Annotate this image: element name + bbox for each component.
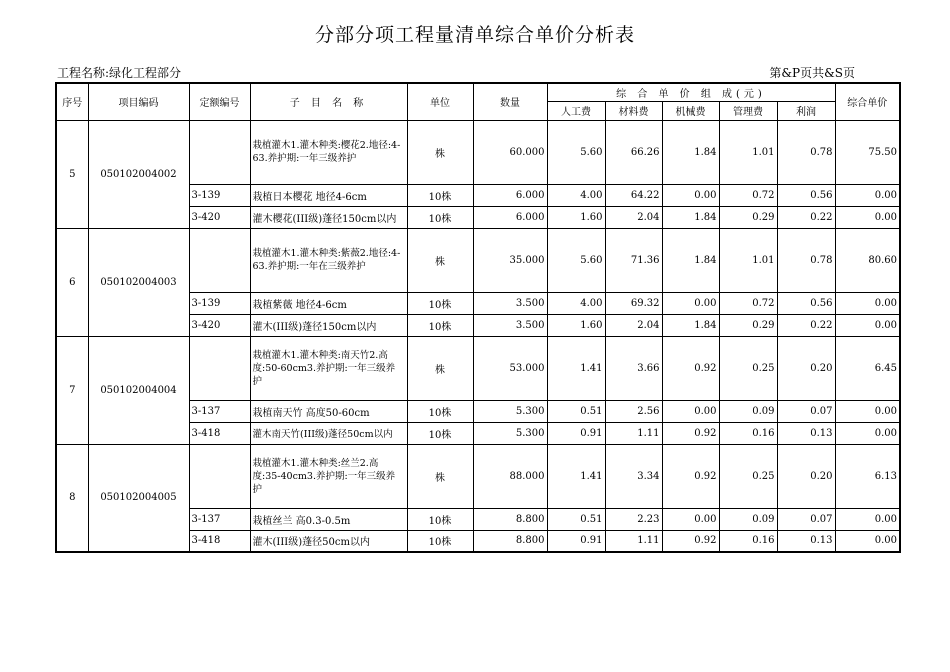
quota-cell	[189, 444, 250, 508]
labor-cell: 5.60	[547, 120, 605, 184]
management-cell: 0.25	[719, 336, 777, 400]
unit-price-cell: 0.00	[835, 508, 900, 530]
machine-cell: 0.00	[662, 400, 719, 422]
unit-cell: 株	[407, 444, 473, 508]
unit-price-cell: 0.00	[835, 206, 900, 228]
item-name-cell: 栽植丝兰 高0.3-0.5m	[250, 508, 407, 530]
seq-cell: 5	[56, 120, 88, 228]
quantity-cell: 8.800	[473, 530, 547, 552]
material-cell: 1.11	[605, 530, 662, 552]
labor-cell: 1.41	[547, 444, 605, 508]
profit-cell: 0.07	[777, 400, 835, 422]
material-cell: 71.36	[605, 228, 662, 292]
profit-cell: 0.78	[777, 228, 835, 292]
machine-cell: 0.92	[662, 444, 719, 508]
item-name-cell: 栽植紫薇 地径4-6cm	[250, 292, 407, 314]
quantity-cell: 5.300	[473, 422, 547, 444]
project-name: 工程名称:绿化工程部分	[57, 66, 182, 80]
item-name-cell: 栽植灌木1.灌木种类:樱花2.地径:4-63.养护期:一年三级养护	[250, 120, 407, 184]
quota-cell: 3-420	[189, 206, 250, 228]
header-management: 管理费	[719, 101, 777, 120]
item-name-cell: 灌木(III级)蓬径150cm以内	[250, 314, 407, 336]
management-cell: 1.01	[719, 228, 777, 292]
header-seq: 序号	[56, 83, 88, 120]
unit-price-cell: 80.60	[835, 228, 900, 292]
unit-price-cell: 0.00	[835, 422, 900, 444]
header-unit: 单位	[407, 83, 473, 120]
profit-cell: 0.78	[777, 120, 835, 184]
unit-price-cell: 0.00	[835, 400, 900, 422]
quantity-cell: 3.500	[473, 314, 547, 336]
labor-cell: 1.41	[547, 336, 605, 400]
quota-cell: 3-139	[189, 292, 250, 314]
code-cell: 050102004005	[88, 444, 189, 552]
profit-cell: 0.13	[777, 422, 835, 444]
management-cell: 0.29	[719, 314, 777, 336]
unit-price-cell: 0.00	[835, 530, 900, 552]
seq-cell: 8	[56, 444, 88, 552]
item-name-cell: 灌木(III级)蓬径50cm以内	[250, 530, 407, 552]
labor-cell: 0.51	[547, 508, 605, 530]
profit-cell: 0.20	[777, 444, 835, 508]
machine-cell: 0.92	[662, 336, 719, 400]
labor-cell: 1.60	[547, 314, 605, 336]
quota-cell: 3-418	[189, 422, 250, 444]
machine-cell: 1.84	[662, 206, 719, 228]
unit-cell: 10株	[407, 530, 473, 552]
unit-cell: 10株	[407, 400, 473, 422]
page-number: 第&P页共&S页	[769, 66, 855, 80]
material-cell: 64.22	[605, 184, 662, 206]
labor-cell: 0.91	[547, 530, 605, 552]
header-labor: 人工费	[547, 101, 605, 120]
labor-cell: 0.91	[547, 422, 605, 444]
management-cell: 0.09	[719, 400, 777, 422]
page-title: 分部分项工程量清单综合单价分析表	[314, 24, 635, 46]
header-row-1	[56, 83, 900, 101]
header-profit: 利润	[777, 101, 835, 120]
management-cell: 1.01	[719, 120, 777, 184]
item-name-cell: 栽植日本樱花 地径4-6cm	[250, 184, 407, 206]
unit-price-cell: 0.00	[835, 184, 900, 206]
labor-cell: 4.00	[547, 292, 605, 314]
header-code: 项目编码	[88, 83, 189, 120]
unit-price-cell: 6.45	[835, 336, 900, 400]
quota-cell: 3-418	[189, 530, 250, 552]
header-material: 材料费	[605, 101, 662, 120]
table-row	[56, 120, 900, 184]
unit-cell: 株	[407, 336, 473, 400]
profit-cell: 0.22	[777, 206, 835, 228]
profit-cell: 0.22	[777, 314, 835, 336]
quantity-cell: 35.000	[473, 228, 547, 292]
machine-cell: 0.00	[662, 508, 719, 530]
unit-cell: 10株	[407, 206, 473, 228]
material-cell: 3.66	[605, 336, 662, 400]
quota-cell: 3-420	[189, 314, 250, 336]
management-cell: 0.09	[719, 508, 777, 530]
management-cell: 0.72	[719, 184, 777, 206]
unit-cell: 10株	[407, 314, 473, 336]
profit-cell: 0.20	[777, 336, 835, 400]
machine-cell: 0.00	[662, 292, 719, 314]
unit-price-cell: 0.00	[835, 292, 900, 314]
unit-cell: 10株	[407, 508, 473, 530]
quota-cell	[189, 120, 250, 184]
material-cell: 2.23	[605, 508, 662, 530]
unit-price-cell: 75.50	[835, 120, 900, 184]
item-name-cell: 灌木南天竹(III级)蓬径50cm以内	[250, 422, 407, 444]
table-row	[56, 444, 900, 508]
quota-cell	[189, 228, 250, 292]
unit-cell: 10株	[407, 292, 473, 314]
item-name-cell: 栽植灌木1.灌木种类:南天竹2.高度:50-60cm3.养护期:一年三级养护	[250, 336, 407, 400]
item-name-cell: 栽植灌木1.灌木种类:紫薇2.地径:4-63.养护期:一年在三级养护	[250, 228, 407, 292]
analysis-table	[55, 82, 901, 553]
material-cell: 2.04	[605, 206, 662, 228]
quantity-cell: 6.000	[473, 184, 547, 206]
code-cell: 050102004004	[88, 336, 189, 444]
header-quantity: 数量	[473, 83, 547, 120]
table-row	[56, 336, 900, 400]
quota-cell: 3-139	[189, 184, 250, 206]
material-cell: 3.34	[605, 444, 662, 508]
profit-cell: 0.07	[777, 508, 835, 530]
table-row	[56, 228, 900, 292]
unit-cell: 株	[407, 120, 473, 184]
labor-cell: 4.00	[547, 184, 605, 206]
quantity-cell: 8.800	[473, 508, 547, 530]
code-cell: 050102004003	[88, 228, 189, 336]
quota-cell: 3-137	[189, 400, 250, 422]
quantity-cell: 60.000	[473, 120, 547, 184]
labor-cell: 1.60	[547, 206, 605, 228]
machine-cell: 0.00	[662, 184, 719, 206]
profit-cell: 0.56	[777, 184, 835, 206]
material-cell: 2.56	[605, 400, 662, 422]
profit-cell: 0.56	[777, 292, 835, 314]
machine-cell: 1.84	[662, 228, 719, 292]
item-name-cell: 栽植南天竹 高度50-60cm	[250, 400, 407, 422]
profit-cell: 0.13	[777, 530, 835, 552]
unit-price-cell: 6.13	[835, 444, 900, 508]
quantity-cell: 6.000	[473, 206, 547, 228]
management-cell: 0.72	[719, 292, 777, 314]
unit-cell: 株	[407, 228, 473, 292]
material-cell: 2.04	[605, 314, 662, 336]
machine-cell: 0.92	[662, 530, 719, 552]
machine-cell: 1.84	[662, 314, 719, 336]
item-name-cell: 灌木樱花(III级)蓬径150cm以内	[250, 206, 407, 228]
unit-cell: 10株	[407, 422, 473, 444]
machine-cell: 1.84	[662, 120, 719, 184]
quantity-cell: 88.000	[473, 444, 547, 508]
quantity-cell: 53.000	[473, 336, 547, 400]
header-quota: 定额编号	[189, 83, 250, 120]
header-price-composition: 综 合 单 价 组 成(元)	[547, 83, 835, 101]
code-cell: 050102004002	[88, 120, 189, 228]
quota-cell: 3-137	[189, 508, 250, 530]
table-body	[56, 120, 900, 552]
quantity-cell: 5.300	[473, 400, 547, 422]
quota-cell	[189, 336, 250, 400]
unit-price-cell: 0.00	[835, 314, 900, 336]
material-cell: 1.11	[605, 422, 662, 444]
machine-cell: 0.92	[662, 422, 719, 444]
labor-cell: 5.60	[547, 228, 605, 292]
management-cell: 0.16	[719, 422, 777, 444]
management-cell: 0.16	[719, 530, 777, 552]
header-machine: 机械费	[662, 101, 719, 120]
quantity-cell: 3.500	[473, 292, 547, 314]
seq-cell: 6	[56, 228, 88, 336]
header-item-name: 子 目 名 称	[250, 83, 407, 120]
management-cell: 0.29	[719, 206, 777, 228]
header-unit-price: 综合单价	[835, 83, 900, 120]
item-name-cell: 栽植灌木1.灌木种类:丝兰2.高度:35-40cm3.养护期:一年三级养护	[250, 444, 407, 508]
material-cell: 69.32	[605, 292, 662, 314]
unit-cell: 10株	[407, 184, 473, 206]
material-cell: 66.26	[605, 120, 662, 184]
seq-cell: 7	[56, 336, 88, 444]
labor-cell: 0.51	[547, 400, 605, 422]
management-cell: 0.25	[719, 444, 777, 508]
